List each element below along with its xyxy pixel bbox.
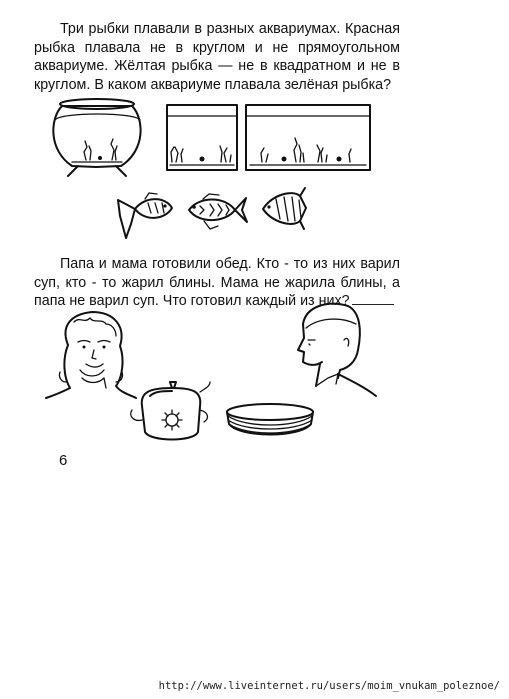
source-url: http://www.liveinternet.ru/users/moim_vnukam_poleznoe/ (158, 680, 500, 692)
father-icon (298, 304, 376, 396)
pancakes-icon (227, 404, 313, 435)
task2-text: Папа и мама готовили обед. Кто - то из них варил суп, кто - то жарил блины. Мама не жарила блины, а папа не варил суп. Что готовил каждый из них? (34, 256, 400, 309)
page-number: 6 (59, 452, 68, 469)
soup-pot-icon (131, 382, 210, 440)
task1-text: Три рыбки плавали в разных аквариумах. Красная рыбка плавала не в круглом и не прямоугольном аквариуме. Жёлтая рыбка — не в квадратном и не в круглом. В каком аквариуме плавала зелёная рыбка? (34, 21, 400, 93)
mother-icon (46, 312, 136, 398)
